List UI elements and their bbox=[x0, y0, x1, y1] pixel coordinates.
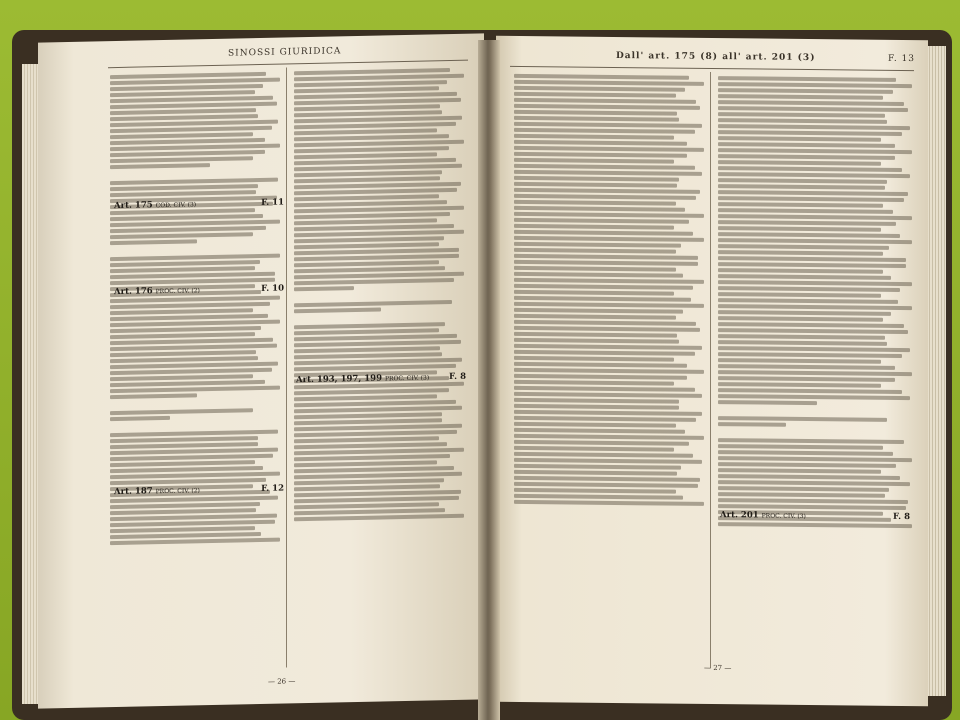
text-line bbox=[514, 290, 674, 296]
text-line bbox=[514, 122, 702, 128]
text-line bbox=[718, 178, 887, 184]
text-line bbox=[718, 456, 912, 462]
text-line bbox=[514, 362, 687, 368]
text-line bbox=[718, 256, 906, 262]
text-line bbox=[514, 218, 689, 224]
article-label: Art. 201 bbox=[720, 510, 759, 521]
text-line bbox=[514, 200, 676, 206]
text-line bbox=[514, 284, 693, 290]
text-line bbox=[514, 242, 681, 248]
article-code: F. 8 bbox=[448, 371, 466, 383]
text-line bbox=[718, 340, 887, 346]
text-line bbox=[514, 386, 695, 392]
text-line bbox=[718, 76, 896, 82]
text-line bbox=[718, 486, 889, 492]
text-line bbox=[514, 476, 700, 482]
text-line bbox=[110, 239, 197, 245]
text-line bbox=[110, 163, 210, 169]
text-line bbox=[514, 320, 696, 326]
text-line bbox=[718, 292, 881, 298]
text-line bbox=[514, 140, 687, 146]
text-line bbox=[718, 438, 904, 444]
text-line bbox=[514, 188, 700, 194]
article-label: Art. 193, 197, 199 bbox=[296, 373, 382, 386]
text-line bbox=[718, 208, 893, 214]
column-divider bbox=[710, 72, 711, 668]
right-corner-code: F. 13 bbox=[888, 53, 916, 65]
article-code: F. 8 bbox=[892, 511, 910, 523]
article-label: Art. 187 bbox=[114, 486, 153, 498]
text-line bbox=[718, 196, 904, 202]
text-line bbox=[718, 422, 786, 427]
text-line bbox=[514, 356, 674, 362]
text-line bbox=[514, 398, 679, 404]
text-line bbox=[718, 142, 895, 148]
text-line bbox=[718, 106, 908, 112]
text-line bbox=[514, 368, 704, 374]
text-line bbox=[514, 332, 677, 338]
article-ref: PROC. CIV. (3) bbox=[761, 512, 806, 520]
text-line bbox=[718, 498, 908, 504]
left-page-number: — 26 — bbox=[268, 677, 296, 686]
text-line bbox=[514, 194, 696, 200]
article-code: F. 10 bbox=[261, 283, 284, 294]
text-line bbox=[514, 500, 704, 506]
right-page-number: — 27 — bbox=[704, 663, 732, 673]
text-line bbox=[514, 302, 704, 308]
text-line bbox=[514, 74, 689, 80]
text-line bbox=[718, 130, 902, 136]
text-line bbox=[718, 492, 885, 498]
text-line bbox=[514, 158, 674, 164]
text-line bbox=[514, 440, 689, 446]
text-line bbox=[514, 176, 679, 182]
text-line bbox=[514, 206, 685, 212]
left-running-head: SINOSSI GIURIDICA bbox=[228, 46, 342, 59]
text-line bbox=[514, 434, 704, 440]
text-line bbox=[294, 514, 464, 522]
text-line bbox=[718, 352, 902, 358]
text-line bbox=[718, 232, 900, 238]
article-ref: PROC. CIV. (2) bbox=[155, 487, 200, 496]
text-line bbox=[514, 392, 702, 398]
text-line bbox=[110, 386, 280, 394]
text-line bbox=[514, 404, 679, 410]
text-line bbox=[514, 224, 674, 230]
text-line bbox=[110, 416, 170, 421]
text-line bbox=[514, 254, 698, 260]
text-line bbox=[110, 538, 280, 546]
text-line bbox=[110, 232, 253, 239]
text-line bbox=[514, 350, 695, 356]
article-label: Art. 176 bbox=[114, 286, 153, 298]
text-line bbox=[718, 94, 883, 100]
text-line bbox=[514, 446, 674, 452]
text-line bbox=[718, 100, 904, 106]
text-line bbox=[514, 164, 695, 170]
article-heading bbox=[720, 510, 910, 522]
text-line bbox=[718, 298, 898, 304]
text-line bbox=[718, 346, 910, 352]
text-line bbox=[514, 374, 687, 380]
text-line bbox=[514, 146, 704, 152]
text-line bbox=[514, 344, 702, 350]
article-ref: PROC. CIV. (2) bbox=[155, 287, 200, 296]
left-page bbox=[38, 33, 484, 708]
text-line bbox=[514, 230, 693, 236]
text-line bbox=[110, 408, 253, 415]
text-line bbox=[514, 308, 683, 314]
text-line bbox=[514, 326, 700, 332]
text-line bbox=[514, 128, 695, 134]
text-line bbox=[718, 376, 895, 382]
text-line bbox=[514, 92, 676, 98]
text-line bbox=[514, 272, 683, 278]
text-line bbox=[718, 316, 883, 322]
text-line bbox=[718, 214, 912, 220]
text-line bbox=[110, 156, 253, 163]
text-line bbox=[718, 172, 910, 178]
text-line bbox=[718, 154, 895, 160]
text-line bbox=[514, 152, 687, 158]
text-line bbox=[718, 322, 904, 328]
text-line bbox=[514, 314, 676, 320]
text-line bbox=[718, 522, 912, 528]
text-line bbox=[514, 488, 676, 494]
text-line bbox=[718, 268, 883, 274]
text-line bbox=[718, 468, 881, 474]
text-line bbox=[514, 212, 704, 218]
text-line bbox=[514, 266, 676, 272]
article-code: F. 12 bbox=[261, 483, 284, 494]
text-line bbox=[718, 274, 891, 280]
text-line bbox=[718, 220, 896, 226]
text-line bbox=[718, 364, 895, 370]
text-line bbox=[514, 104, 700, 110]
text-line bbox=[514, 260, 698, 266]
text-line bbox=[718, 394, 910, 400]
article-label: Art. 175 bbox=[114, 200, 153, 212]
text-line bbox=[718, 304, 912, 310]
text-line bbox=[718, 480, 910, 486]
text-line bbox=[514, 458, 702, 464]
column-divider bbox=[286, 67, 287, 667]
text-line bbox=[514, 452, 693, 458]
text-line bbox=[718, 226, 881, 232]
text-line bbox=[718, 244, 889, 250]
text-line bbox=[718, 370, 912, 376]
text-line bbox=[514, 380, 674, 386]
right-column-2 bbox=[718, 74, 912, 530]
article-code: F. 11 bbox=[261, 197, 284, 208]
text-line bbox=[718, 166, 902, 172]
text-line bbox=[514, 80, 704, 86]
article-ref: COD. CIV. (3) bbox=[155, 201, 197, 210]
text-line bbox=[514, 428, 685, 434]
text-line bbox=[514, 422, 676, 428]
text-line bbox=[718, 202, 883, 208]
text-line bbox=[294, 307, 381, 313]
text-line bbox=[718, 82, 912, 88]
text-line bbox=[514, 338, 679, 344]
text-line bbox=[718, 416, 887, 422]
text-line bbox=[718, 450, 893, 456]
text-line bbox=[514, 134, 674, 140]
text-line bbox=[514, 470, 677, 476]
text-line bbox=[514, 116, 679, 122]
text-line bbox=[514, 482, 698, 488]
book-gutter bbox=[478, 40, 500, 720]
text-line bbox=[514, 170, 702, 176]
text-line bbox=[514, 98, 696, 104]
text-line bbox=[514, 464, 681, 470]
text-line bbox=[718, 112, 885, 118]
header-rule bbox=[510, 66, 914, 71]
text-line bbox=[718, 118, 887, 124]
article-ref: PROC. CIV. (3) bbox=[384, 374, 430, 383]
text-line bbox=[514, 296, 691, 302]
text-line bbox=[294, 278, 454, 285]
text-line bbox=[718, 474, 900, 480]
text-line bbox=[718, 462, 896, 468]
text-line bbox=[110, 393, 197, 399]
text-line bbox=[718, 328, 908, 334]
text-line bbox=[514, 86, 685, 92]
text-line bbox=[718, 280, 912, 286]
text-line bbox=[294, 286, 354, 291]
text-line bbox=[718, 334, 885, 340]
text-line bbox=[718, 124, 910, 130]
text-line bbox=[514, 248, 676, 254]
text-line bbox=[718, 286, 900, 292]
right-running-head: Dall' art. 175 (8) all' art. 201 (3) bbox=[616, 50, 816, 64]
left-column-1 bbox=[110, 70, 280, 548]
text-line bbox=[718, 148, 912, 154]
text-line bbox=[514, 110, 677, 116]
left-column-2 bbox=[294, 66, 464, 524]
text-line bbox=[718, 160, 881, 166]
text-line bbox=[718, 382, 881, 388]
text-line bbox=[514, 182, 677, 188]
text-line bbox=[718, 262, 906, 268]
right-page bbox=[496, 36, 928, 707]
text-line bbox=[514, 416, 696, 422]
text-line bbox=[514, 236, 704, 242]
text-line bbox=[718, 250, 883, 256]
text-line bbox=[718, 136, 881, 142]
right-column-1 bbox=[514, 72, 704, 508]
text-line bbox=[514, 494, 683, 500]
text-line bbox=[718, 388, 902, 394]
text-line bbox=[718, 184, 885, 190]
text-line bbox=[718, 238, 912, 244]
text-line bbox=[718, 504, 906, 510]
text-line bbox=[514, 278, 704, 284]
text-line bbox=[514, 410, 702, 416]
text-line bbox=[718, 358, 881, 364]
text-line bbox=[718, 310, 891, 316]
text-line bbox=[718, 88, 893, 94]
text-line bbox=[294, 300, 452, 307]
text-line bbox=[718, 190, 908, 196]
text-line bbox=[718, 400, 817, 405]
text-line bbox=[718, 444, 883, 450]
